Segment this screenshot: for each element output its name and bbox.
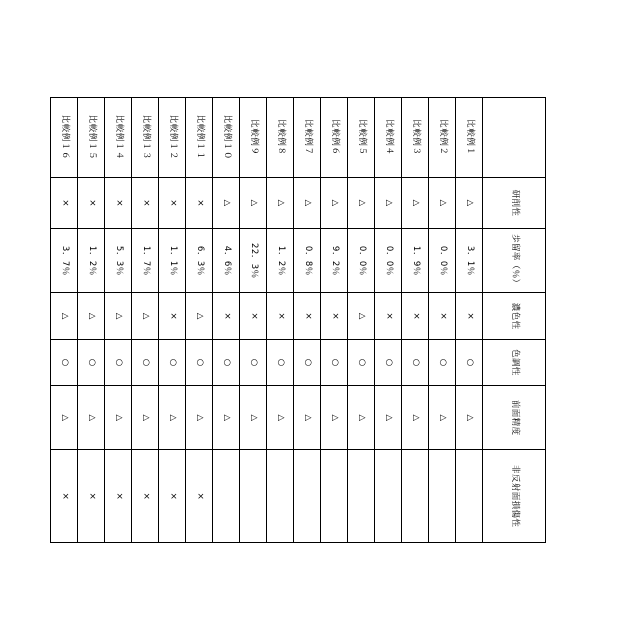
- table-row: [456, 98, 483, 543]
- cell-nonreflective-damage: [240, 450, 267, 543]
- cell-nonreflective-damage: ×: [159, 450, 186, 543]
- cell-nonreflective-damage: [456, 450, 483, 543]
- cell-grindability: △: [375, 177, 402, 228]
- row-label: 比較例５: [348, 98, 375, 178]
- cell-darkness: ×: [240, 293, 267, 339]
- cell-nonreflective-damage: [213, 450, 240, 543]
- cell-darkness: ×: [294, 293, 321, 339]
- cell-darkness: △: [51, 293, 78, 339]
- cell-yield: 1．2％: [267, 229, 294, 293]
- cell-yield: 1．7％: [132, 229, 159, 293]
- row-label: 比較例１: [456, 98, 483, 178]
- cell-hue: ○: [186, 339, 213, 385]
- cell-darkness: ×: [429, 293, 456, 339]
- cell-yield: 0．8％: [294, 229, 321, 293]
- row-label: 比較例２: [429, 98, 456, 178]
- cell-front-accuracy: △: [267, 386, 294, 450]
- table-row: [78, 98, 105, 543]
- cell-yield: 9．2％: [321, 229, 348, 293]
- cell-yield: 0．0％: [375, 229, 402, 293]
- table-row: [375, 98, 402, 543]
- cell-grindability: △: [240, 177, 267, 228]
- row-label: 比較例９: [240, 98, 267, 178]
- table-row: [240, 98, 267, 543]
- cell-nonreflective-damage: ×: [132, 450, 159, 543]
- cell-front-accuracy: △: [375, 386, 402, 450]
- cell-hue: ○: [51, 339, 78, 385]
- cell-front-accuracy: △: [294, 386, 321, 450]
- cell-grindability: ×: [132, 177, 159, 228]
- cell-hue: ○: [348, 339, 375, 385]
- cell-nonreflective-damage: ×: [51, 450, 78, 543]
- cell-grindability: △: [294, 177, 321, 228]
- cell-hue: ○: [213, 339, 240, 385]
- cell-yield: 1．9％: [402, 229, 429, 293]
- table-row: [105, 98, 132, 543]
- row-label: 比較例６: [321, 98, 348, 178]
- cell-front-accuracy: △: [402, 386, 429, 450]
- table-row: [159, 98, 186, 543]
- cell-nonreflective-damage: [375, 450, 402, 543]
- row-label: 比較例８: [267, 98, 294, 178]
- row-label: 比較例１４: [105, 98, 132, 178]
- table-row: [402, 98, 429, 543]
- cell-nonreflective-damage: [321, 450, 348, 543]
- cell-front-accuracy: △: [456, 386, 483, 450]
- cell-hue: ○: [267, 339, 294, 385]
- cell-grindability: ×: [51, 177, 78, 228]
- cell-hue: ○: [132, 339, 159, 385]
- table-row: [321, 98, 348, 543]
- cell-hue: ○: [78, 339, 105, 385]
- cell-front-accuracy: △: [159, 386, 186, 450]
- table-row: [186, 98, 213, 543]
- row-label: 比較例７: [294, 98, 321, 178]
- cell-nonreflective-damage: [402, 450, 429, 543]
- cell-grindability: △: [321, 177, 348, 228]
- cell-yield: 6．3％: [186, 229, 213, 293]
- table-header-cell-darkness: 濃色性: [483, 293, 546, 339]
- cell-hue: ○: [240, 339, 267, 385]
- cell-front-accuracy: △: [429, 386, 456, 450]
- cell-front-accuracy: △: [348, 386, 375, 450]
- cell-darkness: △: [348, 293, 375, 339]
- cell-grindability: △: [267, 177, 294, 228]
- table-header-cell-blank: [483, 98, 546, 178]
- cell-yield: 22．3％: [240, 229, 267, 293]
- cell-grindability: ×: [159, 177, 186, 228]
- cell-grindability: △: [402, 177, 429, 228]
- cell-hue: ○: [105, 339, 132, 385]
- cell-darkness: △: [132, 293, 159, 339]
- row-label: 比較例１３: [132, 98, 159, 178]
- cell-nonreflective-damage: [429, 450, 456, 543]
- table-row: [132, 98, 159, 543]
- cell-darkness: ×: [456, 293, 483, 339]
- table-header-cell-front-accuracy: 前面精度: [483, 386, 546, 450]
- cell-darkness: ×: [375, 293, 402, 339]
- cell-darkness: △: [105, 293, 132, 339]
- cell-yield: 4．6％: [213, 229, 240, 293]
- row-label: 比較例３: [402, 98, 429, 178]
- cell-nonreflective-damage: ×: [186, 450, 213, 543]
- cell-grindability: ×: [78, 177, 105, 228]
- table-header-cell-grindability: 研削性: [483, 177, 546, 228]
- cell-grindability: △: [429, 177, 456, 228]
- cell-yield: 3．1％: [456, 229, 483, 293]
- table-header-cell-yield: 歩留率（％）: [483, 229, 546, 293]
- cell-darkness: ×: [159, 293, 186, 339]
- row-label: 比較例４: [375, 98, 402, 178]
- cell-front-accuracy: △: [51, 386, 78, 450]
- cell-hue: ○: [321, 339, 348, 385]
- cell-darkness: ×: [213, 293, 240, 339]
- cell-darkness: △: [186, 293, 213, 339]
- table-row: [213, 98, 240, 543]
- cell-front-accuracy: △: [213, 386, 240, 450]
- cell-front-accuracy: △: [78, 386, 105, 450]
- cell-hue: ○: [294, 339, 321, 385]
- cell-hue: ○: [429, 339, 456, 385]
- cell-nonreflective-damage: [294, 450, 321, 543]
- cell-darkness: ×: [321, 293, 348, 339]
- cell-front-accuracy: △: [321, 386, 348, 450]
- cell-nonreflective-damage: [267, 450, 294, 543]
- row-label: 比較例１１: [186, 98, 213, 178]
- row-label: 比較例１６: [51, 98, 78, 178]
- cell-yield: 1．2％: [78, 229, 105, 293]
- table-header-cell-hue: 色調性: [483, 339, 546, 385]
- table-row: [51, 98, 78, 543]
- cell-front-accuracy: △: [132, 386, 159, 450]
- table-row: [267, 98, 294, 543]
- cell-nonreflective-damage: ×: [78, 450, 105, 543]
- cell-hue: ○: [402, 339, 429, 385]
- cell-front-accuracy: △: [105, 386, 132, 450]
- comparison-table: [50, 97, 546, 543]
- cell-hue: ○: [375, 339, 402, 385]
- table-row: [348, 98, 375, 543]
- cell-hue: ○: [456, 339, 483, 385]
- cell-yield: 0．0％: [429, 229, 456, 293]
- cell-yield: 0．0％: [348, 229, 375, 293]
- rotated-table-container: [59, 97, 546, 543]
- cell-darkness: ×: [402, 293, 429, 339]
- cell-yield: 1．1％: [159, 229, 186, 293]
- table-header-row: [483, 98, 546, 543]
- table-row: [429, 98, 456, 543]
- row-label: 比較例１５: [78, 98, 105, 178]
- cell-grindability: ×: [105, 177, 132, 228]
- cell-grindability: △: [456, 177, 483, 228]
- row-label: 比較例１０: [213, 98, 240, 178]
- cell-darkness: △: [78, 293, 105, 339]
- cell-front-accuracy: △: [186, 386, 213, 450]
- row-label: 比較例１２: [159, 98, 186, 178]
- cell-yield: 5．3％: [105, 229, 132, 293]
- table-header: [483, 98, 546, 543]
- cell-nonreflective-damage: ×: [105, 450, 132, 543]
- cell-yield: 3．7％: [51, 229, 78, 293]
- cell-grindability: △: [213, 177, 240, 228]
- cell-front-accuracy: △: [240, 386, 267, 450]
- cell-grindability: ×: [186, 177, 213, 228]
- table-body: [51, 98, 483, 543]
- cell-darkness: ×: [267, 293, 294, 339]
- table-header-cell-nonreflective-damage: 非反射面損傷性: [483, 450, 546, 543]
- cell-grindability: △: [348, 177, 375, 228]
- cell-hue: ○: [159, 339, 186, 385]
- cell-nonreflective-damage: [348, 450, 375, 543]
- table-row: [294, 98, 321, 543]
